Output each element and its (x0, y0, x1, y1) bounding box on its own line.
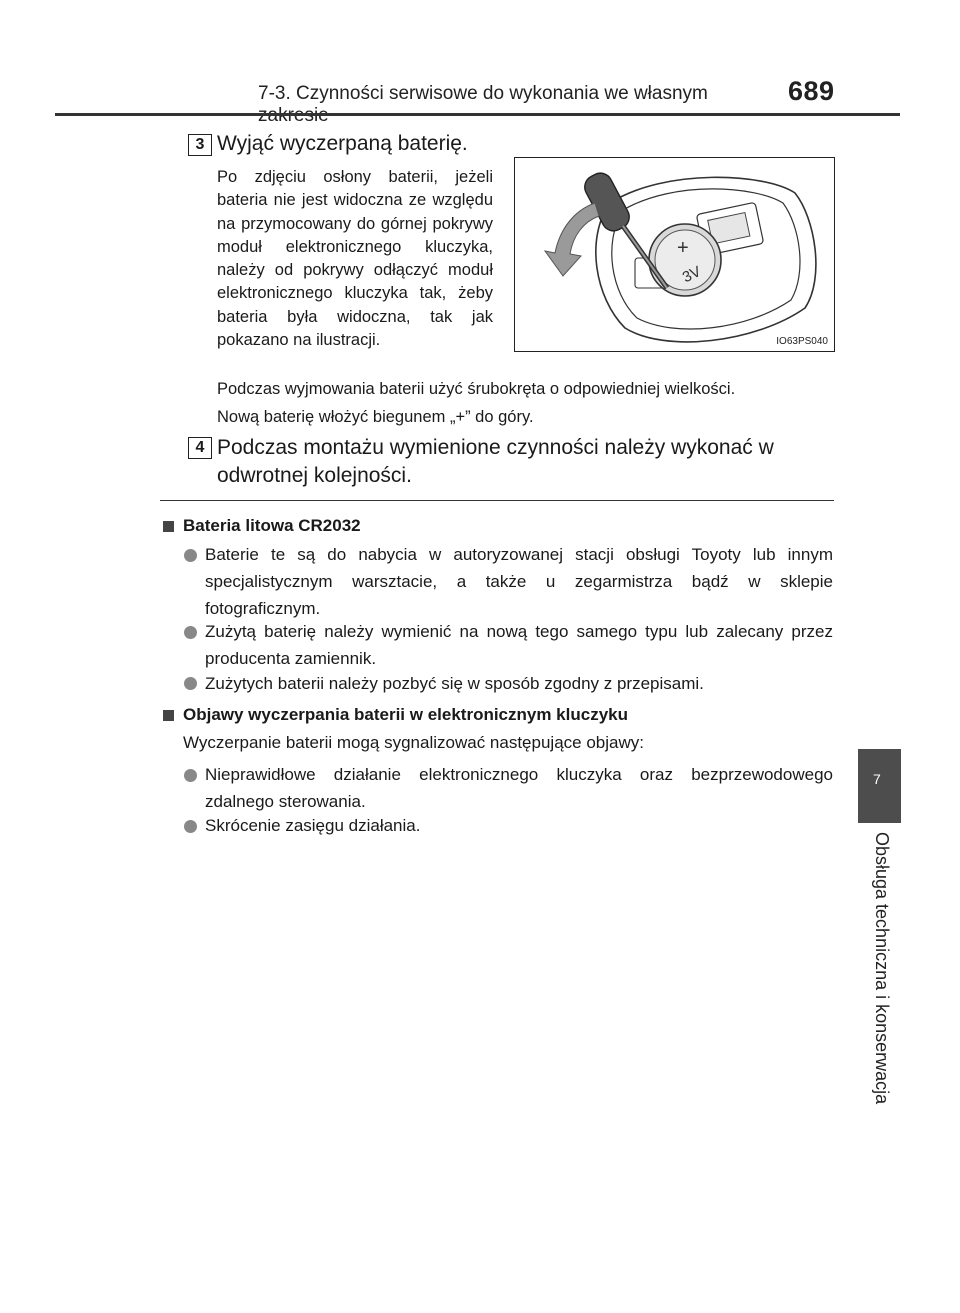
chapter-tab (858, 749, 901, 823)
chapter-title: Obsługa techniczna i konserwacja (872, 832, 892, 1105)
bullet-dot (184, 769, 197, 782)
step-3-tool-note: Podczas wyjmowania baterii użyć śrubokręta o odpowiedniej wielkości. (217, 380, 736, 398)
step-4-title: Podczas montażu wymienione czynności należy wykonać w odwrotnej kolejności. (217, 436, 774, 487)
rotate-arrow-icon (545, 203, 599, 276)
bullet-dot (184, 677, 197, 690)
running-header: 7-3. Czynności serwisowe do wykonania we własnym (258, 83, 708, 104)
battery-voltage-label: 3V (679, 263, 704, 287)
battery-section-heading: Bateria litowa CR2032 (183, 516, 361, 535)
battery-plus-label: + (677, 237, 689, 259)
section-square-marker (163, 521, 174, 532)
battery-bullet-2: Zużytą baterię należy wymienić na nową tego samego typu lub zalecany przez producenta zamiennik. (205, 622, 833, 668)
section-square-marker (163, 710, 174, 721)
figure-code: IO63PS040 (776, 336, 828, 347)
battery-bullet-3: Zużytych baterii należy pozbyć się w sposób zgodny z przepisami. (205, 674, 704, 693)
key-fob-drawing (515, 158, 833, 350)
key-battery-illustration (514, 157, 835, 352)
page-number: 689 (788, 76, 835, 106)
step-3-title: Wyjąć wyczerpaną baterię. (217, 132, 468, 155)
symptoms-bullet-1: Nieprawidłowe działanie elektronicznego kluczyka oraz bezprzewodowego zdalnego sterowania. (205, 765, 833, 811)
symptoms-section-heading: Objawy wyczerpania baterii w elektronicznym kluczyku (183, 705, 628, 724)
symptoms-bullet-2: Skrócenie zasięgu działania. (205, 816, 421, 835)
chapter-number: 7 (873, 771, 881, 787)
bullet-dot (184, 549, 197, 562)
section-divider (160, 500, 834, 501)
symptoms-intro: Wyczerpanie baterii mogą sygnalizować następujące objawy: (183, 733, 644, 752)
step-3-insert-note: Nową baterię włożyć biegunem „+” do góry. (217, 408, 534, 426)
bullet-dot (184, 820, 197, 833)
battery-bullet-1: Baterie te są do nabycia w autoryzowanej stacji obsługi Toyoty lub innym specjalistycznym warsztacie, a także u zegarmistrza bądź w sklepie fotograficznym. (205, 545, 833, 618)
bullet-dot (184, 626, 197, 639)
step-3-paragraph: Po zdjęciu osłony baterii, jeżeli bateria nie jest widoczna ze względu na przymocowany do górnej pokrywy moduł elektronicznego kluczyka, należy od pokrywy odłączyć moduł elektronicznego kluczyka tak, żeby bateria była widoczna, tak jak pokazano na ilustracji. (217, 168, 493, 350)
step-4-number: 4 (188, 437, 212, 459)
step-3-number: 3 (188, 134, 212, 156)
header-rule (55, 113, 900, 116)
